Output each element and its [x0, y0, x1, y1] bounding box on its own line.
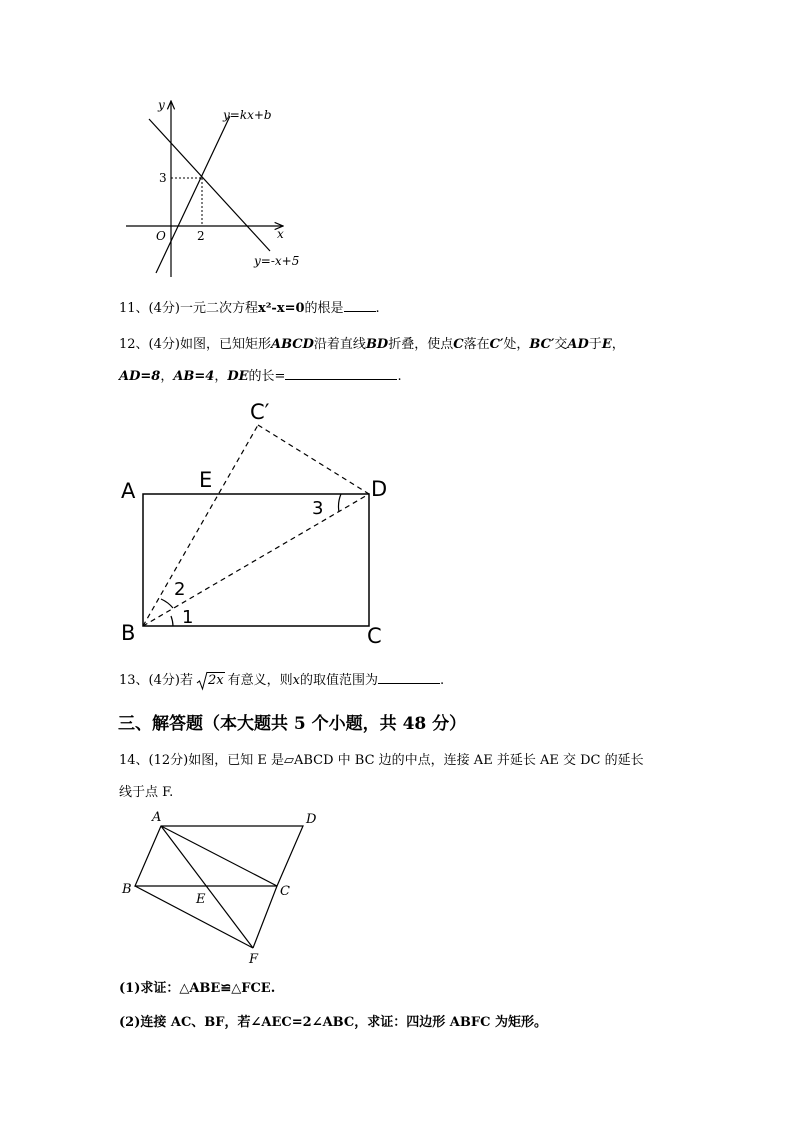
q12-rect: ABCD [270, 337, 314, 352]
q12-sep1: ， [160, 369, 174, 384]
segment-af [161, 826, 253, 948]
q12-t4: 落在 [463, 337, 490, 352]
q12-e: E [601, 337, 612, 352]
q12-end: . [397, 369, 402, 384]
segment-bcp [143, 425, 258, 626]
angle-1-arc [171, 616, 173, 626]
line2-label: y=-x+5 [254, 254, 300, 268]
question-14-line2: 线于点 F. [119, 785, 174, 800]
question-11 [119, 297, 380, 316]
q12-answer-blank[interactable] [285, 367, 397, 380]
q12-t5: 处， [503, 337, 530, 352]
q13-var: x [292, 673, 300, 688]
segment-bf [135, 886, 253, 948]
q12-t9: 的长= [248, 369, 286, 384]
q12-t6: 交 [554, 337, 568, 352]
question-12-line1 [119, 333, 625, 352]
tick-x-label: 2 [197, 229, 205, 243]
q12-c: C [453, 337, 464, 352]
q13-t2: 有意义，则 [227, 673, 293, 688]
q13-radicand: 2x [207, 673, 224, 688]
q13-answer-blank[interactable] [378, 671, 440, 684]
q14-text-1: 如图，已知 E 是▱ABCD 中 BC 边的中点，连接 AE 并延长 AE 交 DC 的延长 [188, 753, 644, 768]
label-B: B [122, 882, 132, 897]
q13-t1: 若 [179, 673, 193, 688]
q13-t3: 的取值范围为 [299, 673, 378, 688]
q12-ad-value: AD=8 [119, 369, 161, 384]
q11-number: 11、(4分) [119, 301, 180, 316]
figure-folded-rectangle [115, 395, 400, 655]
question-13 [119, 670, 444, 692]
label-A: A [152, 810, 162, 825]
q11-answer-blank[interactable] [344, 299, 376, 312]
q12-t8: ， [611, 337, 625, 352]
label-B: B [121, 621, 136, 645]
label-C: C [280, 884, 290, 899]
origin-label: O [156, 229, 166, 243]
label-C: C [367, 624, 382, 648]
q12-number: 12、(4分) [119, 337, 180, 352]
label-F: F [249, 952, 259, 967]
line-neg-x-5 [149, 119, 270, 251]
q11-text-a: 一元二次方程 [179, 301, 258, 316]
label-E: E [196, 892, 206, 907]
label-A: A [121, 479, 136, 503]
label-E: E [199, 468, 213, 492]
question-12-line2 [119, 365, 402, 384]
question-14-part2: (2)连接 AC、BF，若∠AEC=2∠ABC，求证：四边形 ABFC 为矩形。 [119, 1015, 547, 1030]
q12-t7: 于 [588, 337, 602, 352]
q11-equation: x²-x=0 [257, 301, 305, 316]
segment-cf [253, 886, 277, 948]
q12-ad: AD [567, 337, 589, 352]
label-angle-1: 1 [182, 607, 194, 628]
q12-bd: BD [365, 337, 389, 352]
diagonal-bd [143, 494, 369, 626]
segment-ac [161, 826, 277, 886]
y-axis-label: y [158, 98, 165, 112]
figure-linear-functions [120, 95, 320, 280]
line1-label: y=kx+b [223, 108, 272, 122]
x-axis-label: x [277, 227, 284, 241]
section-3-title: 三、解答题（本大题共 5 个小题，共 48 分） [118, 714, 467, 734]
q12-t2: 沿着直线 [313, 337, 366, 352]
q13-number: 13、(4分) [119, 673, 180, 688]
q14-number: 14、(12分) [119, 753, 189, 768]
q12-t3: 折叠，使点 [388, 337, 454, 352]
q12-bcp: BC′ [529, 337, 555, 352]
q11-text-b: 的根是 [304, 301, 344, 316]
segment-cpd [258, 425, 369, 494]
radical-sign-icon [196, 671, 208, 691]
angle-3-arc [339, 494, 341, 512]
q12-ab-value: AB=4 [173, 369, 215, 384]
label-angle-3: 3 [312, 498, 324, 519]
question-14-part1: (1)求证：△ABE≌△FCE. [119, 981, 276, 996]
q11-end: . [375, 301, 380, 316]
angle-2-arc [161, 599, 173, 608]
q12-t1: 如图，已知矩形 [179, 337, 271, 352]
q12-de: DE [227, 369, 249, 384]
label-D: D [371, 477, 388, 501]
label-Cprime: C′ [250, 400, 270, 424]
label-angle-2: 2 [174, 579, 186, 600]
q12-cp: C′ [489, 337, 504, 352]
label-D: D [306, 812, 317, 827]
q13-end: . [439, 673, 445, 688]
tick-y-label: 3 [159, 171, 167, 185]
figure-parallelogram [118, 805, 333, 970]
question-14-line1 [119, 749, 644, 768]
q12-sep2: ， [214, 369, 228, 384]
q13-sqrt [196, 670, 225, 692]
